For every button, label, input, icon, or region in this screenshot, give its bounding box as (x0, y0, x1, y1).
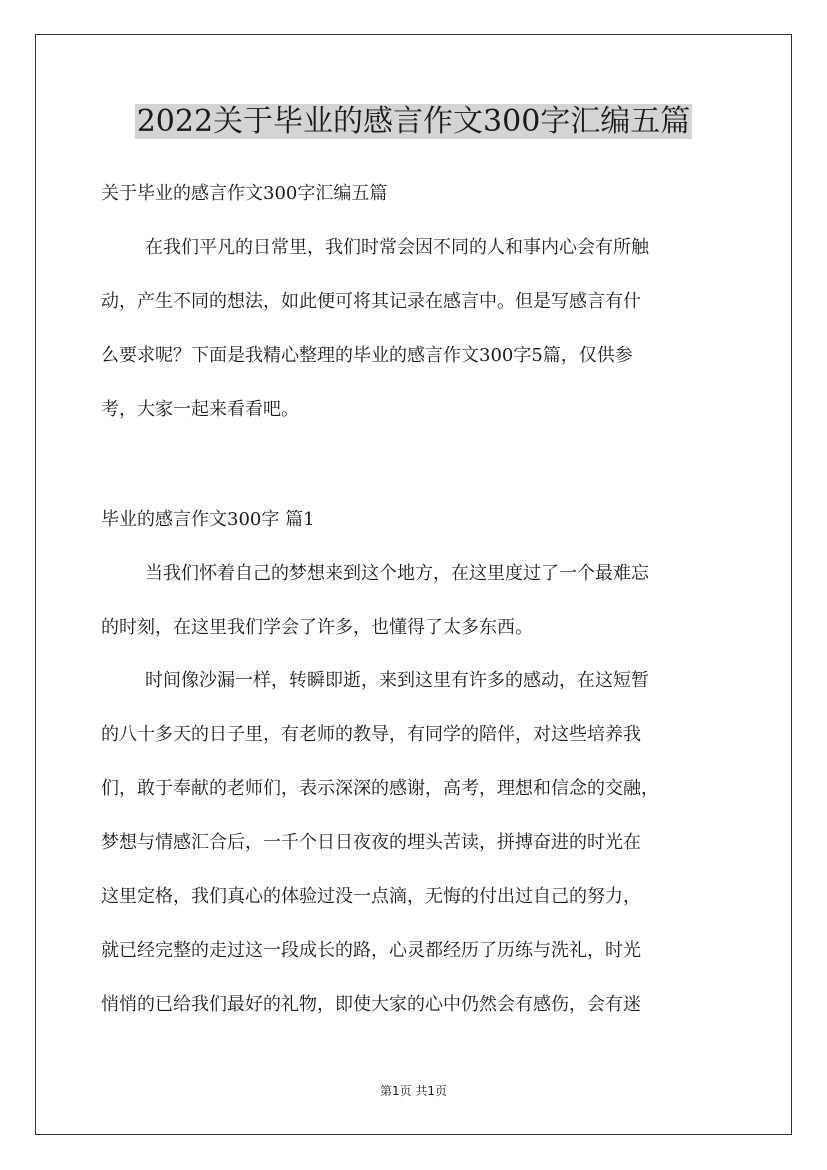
document-subtitle: 关于毕业的感言作文300字汇编五篇 (101, 183, 388, 204)
paragraph-line: 梦想与情感汇合后，一千个日日夜夜的埋头苦读，拼搏奋进的时光在 (101, 832, 641, 853)
paragraph-line: 的时刻，在这里我们学会了许多，也懂得了太多东西。 (101, 617, 533, 638)
paragraph-line: 这里定格，我们真心的体验过没一点滴，无悔的付出过自己的努力， (101, 886, 641, 907)
paragraph-line: 悄悄的已给我们最好的礼物，即使大家的心中仍然会有感伤，会有迷 (101, 994, 641, 1015)
paragraph-line: 时间像沙漏一样，转瞬即逝，来到这里有许多的感动，在这短暂 (145, 670, 649, 691)
section-heading: 毕业的感言作文300字 篇1 (101, 509, 315, 530)
page-number: 第1页 共1页 (379, 1084, 448, 1098)
intro-line: 么要求呢？下面是我精心整理的毕业的感言作文300字5篇，仅供参 (101, 345, 633, 366)
intro-line: 在我们平凡的日常里，我们时常会因不同的人和事内心会有所触 (145, 237, 649, 258)
intro-line: 动，产生不同的想法，如此便可将其记录在感言中。但是写感言有什 (101, 291, 641, 312)
paragraph-line: 就已经完整的走过这一段成长的路，心灵都经历了历练与洗礼，时光 (101, 940, 641, 961)
intro-line: 考，大家一起来看看吧。 (101, 399, 299, 420)
paragraph-line: 的八十多天的日子里，有老师的教导，有同学的陪伴，对这些培养我 (101, 724, 641, 745)
document-title: 2022关于毕业的感言作文300字汇编五篇 (136, 104, 691, 139)
paragraph-line: 们，敢于奉献的老师们，表示深深的感谢，高考，理想和信念的交融， (101, 778, 659, 799)
paragraph-line: 当我们怀着自己的梦想来到这个地方，在这里度过了一个最难忘 (145, 563, 649, 584)
